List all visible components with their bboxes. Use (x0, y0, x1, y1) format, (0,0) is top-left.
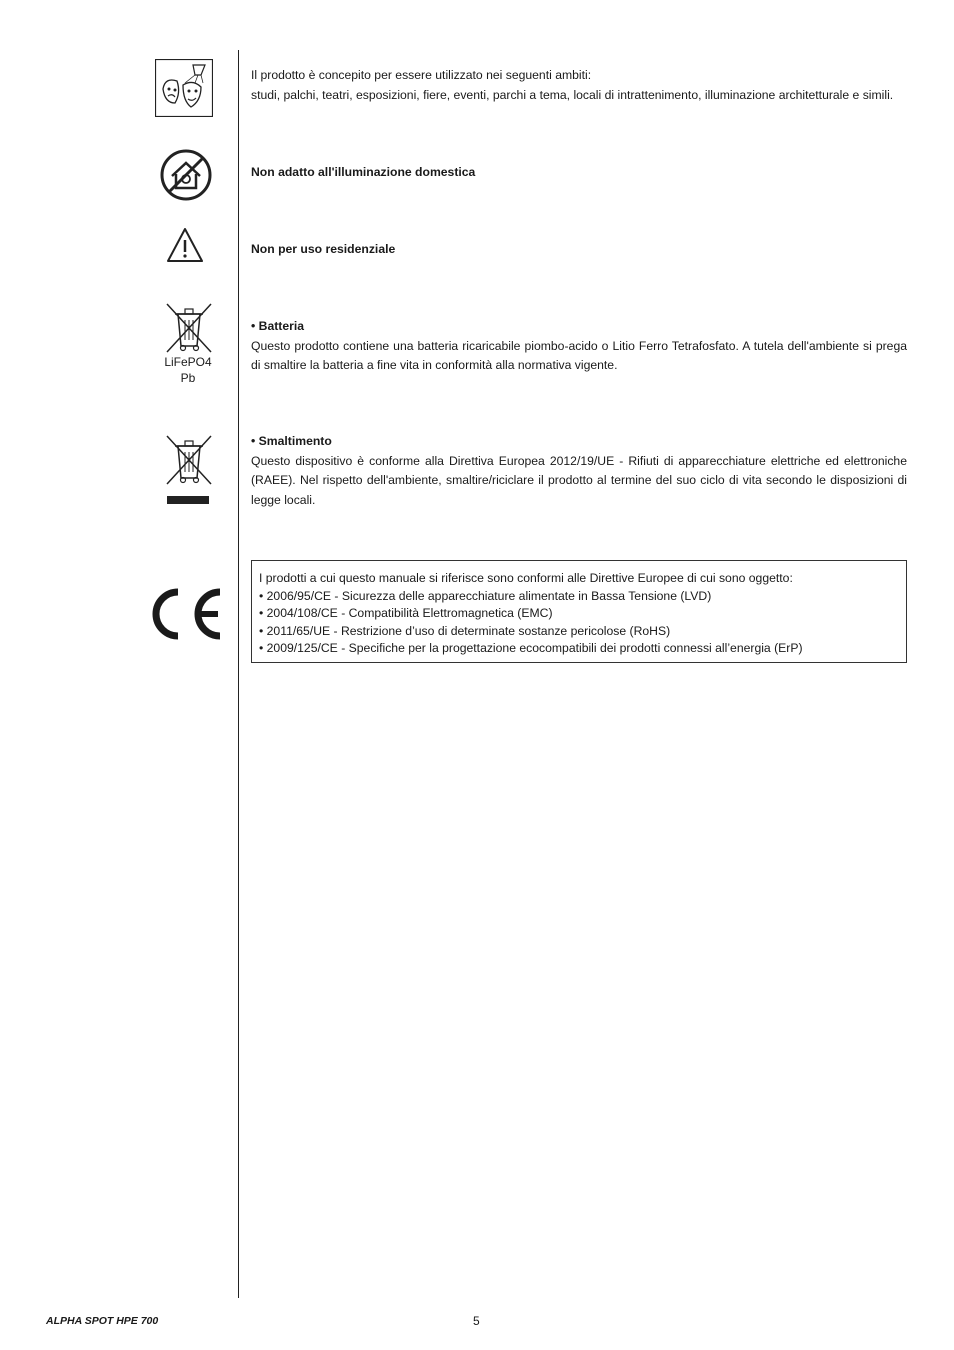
footer-product-name: ALPHA SPOT HPE 700 (46, 1315, 159, 1327)
page-number: 5 (473, 1314, 480, 1328)
crossed-bin-weee-icon (163, 432, 215, 515)
disposal-section (251, 432, 907, 510)
not-domestic-text: Non adatto all'illuminazione domestica (251, 165, 476, 179)
ce-intro: I prodotti a cui questo manuale si riferisce sono conformi alle Direttive Europee di cui sono oggetto: (259, 571, 793, 585)
battery-label-pb: Pb (180, 371, 196, 385)
ce-directive-lvd: • 2006/95/CE - Sicurezza delle apparecchiature alimentate in Bassa Tensione (LVD) (259, 588, 712, 603)
ce-directive-emc: • 2004/108/CE - Compatibilità Elettromagnetica (EMC) (259, 606, 553, 620)
theater-masks-icon (155, 59, 213, 122)
usage-text (251, 66, 911, 105)
battery-body: Questo prodotto contiene una batteria ricaricabile piombo-acido o Litio Ferro Tetrafosfato. A tutela dell'ambiente si prega di smaltire la batteria a fine vita in conformità alla normativa vigente. (251, 338, 907, 372)
usage-line-2: studi, palchi, teatri, esposizioni, fiere, eventi, parchi a tema, locali di intrattenimento, illuminazione architetturale e simili. (251, 87, 894, 102)
not-residential-text: Non per uso residenziale (251, 242, 396, 256)
battery-chemistry-label (153, 354, 223, 386)
disposal-title: • Smaltimento (251, 434, 332, 448)
disposal-body: Questo dispositivo è conforme alla Direttiva Europea 2012/19/UE - Rifiuti di apparecchiature elettriche ed elettroniche (RAEE). Nel rispetto dell'ambiente, smaltire/riciclare il prodotto al termine del suo ciclo di vita secondo le disposizioni di legge locali. (251, 453, 907, 507)
ce-directive-erp: • 2009/125/CE - Specifiche per la progettazione ecocompatibili dei prodotti connessi all’energia (ErP) (259, 641, 803, 655)
no-domestic-use-icon (159, 148, 213, 207)
ce-directive-rohs: • 2011/65/UE - Restrizione d’uso di determinate sostanze pericolose (RoHS) (259, 623, 671, 638)
usage-line-1: Il prodotto è concepito per essere utilizzato nei seguenti ambiti: (251, 68, 592, 82)
ce-conformity-box (251, 560, 907, 663)
margin-divider (238, 50, 239, 1298)
ce-mark-icon (148, 586, 226, 647)
battery-section (251, 317, 907, 376)
warning-triangle-icon (166, 226, 204, 269)
crossed-bin-battery-icon (163, 300, 215, 359)
battery-label-lifepo4: LiFePO4 (164, 355, 212, 369)
battery-title: • Batteria (251, 319, 305, 333)
